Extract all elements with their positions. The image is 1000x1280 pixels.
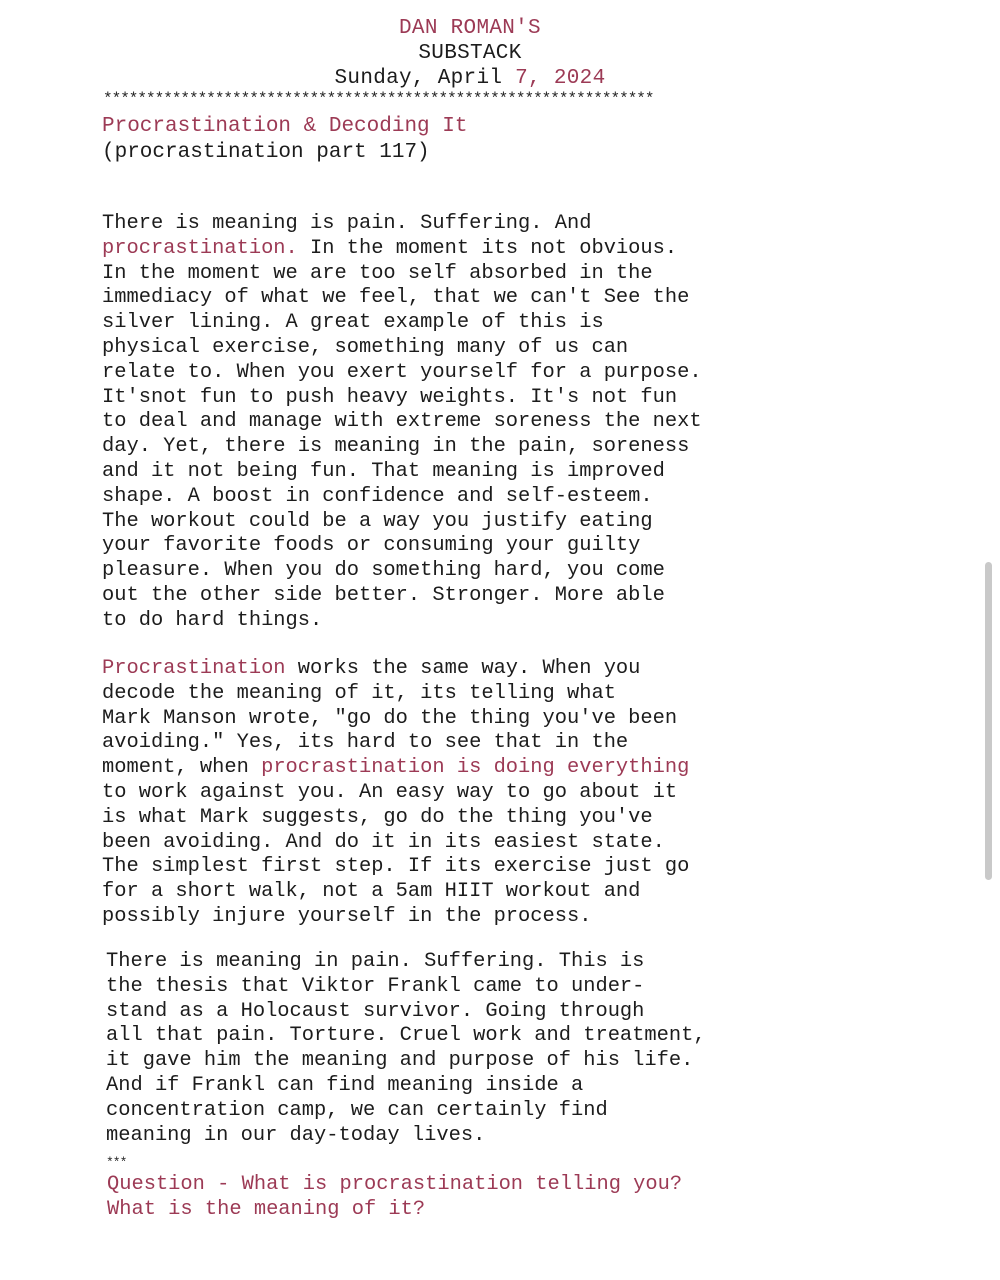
line-text: concentration camp, we can certainly find — [106, 1098, 608, 1122]
text-line — [102, 707, 689, 732]
line-text: possibly injure yourself in the process. — [102, 904, 592, 928]
highlighted-text: Procrastination — [102, 657, 286, 680]
line-text: stand as a Holocaust survivor. Going through — [106, 999, 645, 1023]
line-text: to do hard things. — [102, 608, 323, 632]
text-line — [102, 756, 689, 781]
line-text: silver lining. A great example of this is — [102, 311, 604, 335]
question-line-1: Question - What is procrastination telling you? — [107, 1173, 683, 1196]
text-line — [106, 975, 706, 1000]
text-line — [102, 510, 702, 535]
line-text-after: In the moment its not obvious. — [297, 236, 678, 260]
text-line — [102, 806, 689, 831]
author-name: DAN ROMAN'S — [399, 17, 541, 40]
date-accent: 7, 2024 — [515, 67, 606, 90]
text-line — [102, 460, 702, 485]
line-text: meaning in our day-today lives. — [106, 1123, 486, 1147]
publication-name: SUBSTACK — [418, 42, 522, 65]
text-line — [102, 361, 702, 386]
post-date — [0, 66, 940, 91]
line-text: moment, when — [102, 756, 262, 780]
paragraph-3 — [106, 950, 706, 1148]
text-line — [106, 1000, 706, 1025]
line-text-after: works the same way. When you — [285, 657, 641, 680]
text-line — [102, 410, 702, 435]
line-text: shape. A boost in confidence and self-esteem. — [102, 484, 653, 508]
line-text: it gave him the meaning and purpose of his life. — [106, 1049, 694, 1073]
text-line — [106, 1074, 706, 1099]
text-line — [102, 609, 702, 634]
text-line — [102, 311, 702, 336]
asterisk-divider: **************************************************************** — [103, 91, 654, 107]
line-text: Mark Manson wrote, "go do the thing you've been — [102, 706, 678, 730]
article-subtitle: (procrastination part 117) — [102, 141, 430, 164]
paragraph-1 — [102, 212, 702, 634]
line-text: In the moment we are too self absorbed in the — [102, 261, 653, 285]
highlighted-text: procrastination. — [102, 236, 298, 260]
line-text: all that pain. Torture. Cruel work and treatment, — [106, 1024, 706, 1048]
text-line — [102, 781, 689, 806]
line-text: avoiding." Yes, its hard to see that in the — [102, 731, 629, 755]
line-text: is what Mark suggests, go do the thing you've — [102, 805, 653, 829]
line-text: the thesis that Viktor Frankl came to under- — [106, 974, 645, 998]
line-text: to work against you. An easy way to go about it — [102, 780, 678, 804]
line-text: to deal and manage with extreme soreness the next — [102, 410, 702, 434]
highlighted-text: procrastination is doing everything — [261, 756, 690, 780]
line-text: The simplest first step. If its exercise just go — [102, 855, 690, 879]
text-line — [102, 435, 702, 460]
date-prefix: Sunday, April — [334, 67, 516, 90]
line-text: been avoiding. And do it in its easiest state. — [102, 830, 665, 854]
text-line — [102, 212, 702, 237]
text-line — [106, 1024, 706, 1049]
line-text: relate to. When you exert yourself for a purpose. — [102, 360, 702, 384]
article-title: Procrastination & Decoding It — [102, 115, 468, 138]
text-line — [102, 262, 702, 287]
line-text: It'snot fun to push heavy weights. It's not fun — [102, 385, 678, 409]
line-text: your favorite foods or consuming your guilty — [102, 534, 641, 558]
text-line — [102, 584, 702, 609]
text-line — [102, 880, 689, 905]
text-line — [102, 534, 702, 559]
text-line — [102, 905, 689, 930]
text-line — [102, 485, 702, 510]
section-divider: *** — [106, 1155, 127, 1170]
text-line — [102, 831, 689, 856]
text-line — [102, 286, 702, 311]
line-text: for a short walk, not a 5am HIIT workout and — [102, 880, 641, 904]
line-text: There is meaning is pain. Suffering. And — [102, 212, 592, 235]
text-line — [102, 682, 689, 707]
text-line — [102, 657, 689, 682]
line-text: pleasure. When you do something hard, you come — [102, 559, 665, 583]
line-text: immediacy of what we feel, that we can't See the — [102, 286, 690, 310]
masthead — [0, 16, 940, 91]
line-text: day. Yet, there is meaning in the pain, soreness — [102, 435, 690, 459]
text-line — [102, 237, 702, 262]
text-line — [106, 1099, 706, 1124]
text-line — [102, 336, 702, 361]
text-line — [102, 855, 689, 880]
line-text: decode the meaning of it, its telling what — [102, 681, 616, 705]
text-line — [102, 386, 702, 411]
line-text: and it not being fun. That meaning is improved — [102, 459, 665, 483]
paragraph-2 — [102, 657, 689, 930]
text-line — [106, 1124, 706, 1149]
closing-question — [107, 1172, 682, 1222]
line-text: There is meaning in pain. Suffering. This is — [106, 950, 645, 973]
scrollbar-thumb[interactable] — [985, 562, 992, 880]
line-text: out the other side better. Stronger. More able — [102, 583, 665, 607]
line-text: And if Frankl can find meaning inside a — [106, 1073, 584, 1097]
text-line — [106, 1049, 706, 1074]
text-line — [102, 731, 689, 756]
text-line — [102, 559, 702, 584]
question-line-2: What is the meaning of it? — [107, 1198, 426, 1221]
text-line — [106, 950, 706, 975]
line-text: physical exercise, something many of us can — [102, 335, 629, 359]
line-text: The workout could be a way you justify eating — [102, 509, 653, 533]
